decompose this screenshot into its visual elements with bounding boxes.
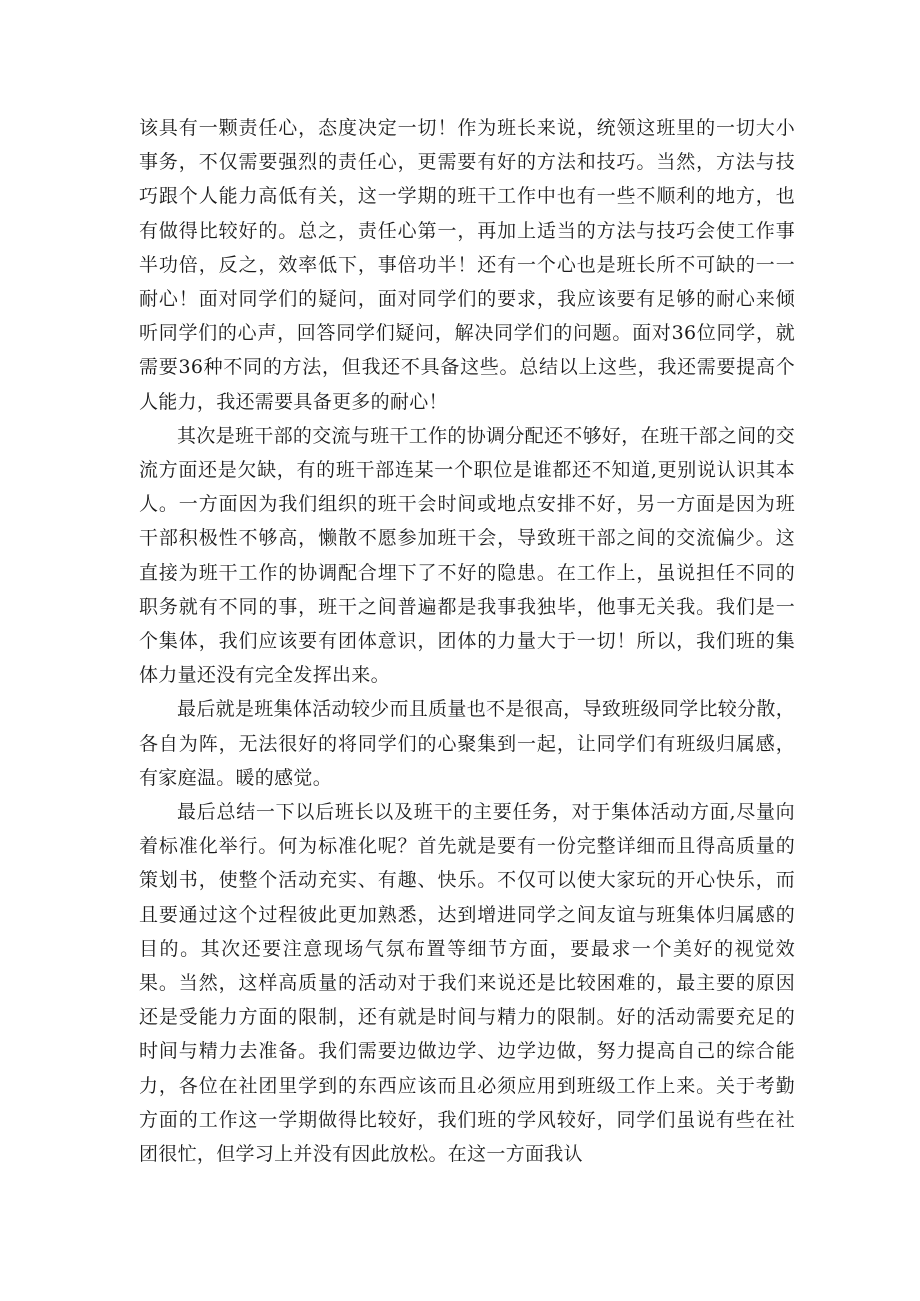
paragraph-communication: 其次是班干部的交流与班干工作的协调分配还不够好，在班干部之间的交流方面还是欠缺，有的班干部连某一个职位是谁都还不知道,更别说认识其本人。一方面因为我们组织的班干会时间或地点安排不好，另一方面是因为班干部积极性不够高，懒散不愿参加班干会，导致班干部之间的交流偏少。这直接为班干工作的协调配合埋下了不好的隐患。在工作上，虽说担任不同的职务就有不同的事，班干之间普遍都是我事我独毕，他事无关我。我们是一个集体，我们应该要有团体意识，团体的力量大于一切！所以，我们班的集体力量还没有完全发挥出来。 [139, 424, 795, 687]
paragraph-summary: 最后总结一下以后班长以及班干的主要任务，对于集体活动方面,尽量向着标准化举行。何为标准化呢？首先就是要有一份完整详细而且得高质量的策划书，使整个活动充实、有趣、快乐。不仅可以使大家玩的开心快乐，而且要通过这个过程彼此更加熟悉，达到增进同学之间友谊与班集体归属感的目的。其次还要注意现场气氛布置等细节方面，要最求一个美好的视觉效果。当然，这样高质量的活动对于我们来说还是比较困难的，最主要的原因还是受能力方面的限制，还有就是时间与精力的限制。好的活动需要充足的时间与精力去准备。我们需要边做边学、边学边做，努力提高自己的综合能力，各位在社团里学到的东西应该而且必须应用到班级工作上来。关于考勤方面的工作这一学期做得比较好，我们班的学风较好，同学们虽说有些在社团很忙，但学习上并没有因此放松。在这一方面我认 [139, 801, 795, 1166]
paragraph-responsibility: 该具有一颗责任心，态度决定一切！作为班长来说，统领这班里的一切大小事务，不仅需要强烈的责任心，更需要有好的方法和技巧。当然，方法与技巧跟个人能力高低有关，这一学期的班干工作中也有一些不顺利的地方，也有做得比较好的。总之，责任心第一，再加上适当的方法与技巧会使工作事半功倍，反之，效率低下，事倍功半！还有一个心也是班长所不可缺的一一耐心！面对同学们的疑问，面对同学们的要求，我应该要有足够的耐心来倾听同学们的心声，回答同学们疑问，解决同学们的问题。面对36位同学，就需要36种不同的方法，但我还不具备这些。总结以上这些，我还需要提高个人能力，我还需要具备更多的耐心！ [139, 117, 795, 413]
document-body [139, 111, 795, 1171]
paragraph-activities: 最后就是班集体活动较少而且质量也不是很高，导致班级同学比较分散，各自为阵，无法很好的将同学们的心聚集到一起，让同学们有班级归属感，有家庭温。暖的感觉。 [139, 698, 795, 789]
